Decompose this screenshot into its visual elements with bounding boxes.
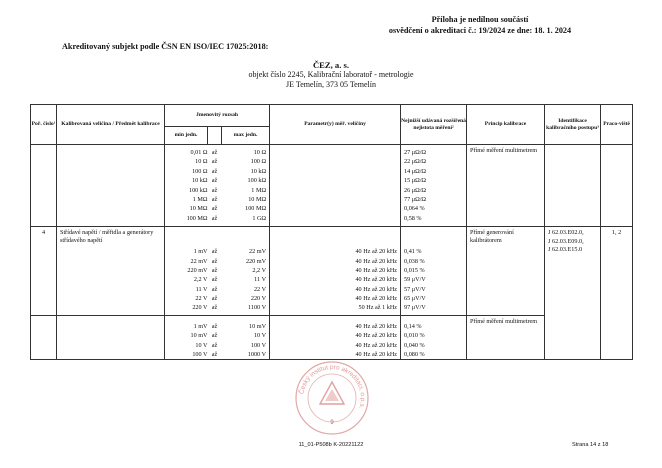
annex-header-line1: Příloha je nedílnou součástí [431,15,529,24]
b3-cmc [401,315,467,360]
b1-max-line: 10 kΩ [250,167,267,175]
b3-cmc-line: 0,040 % [404,341,425,349]
b2-params-line: 40 Hz až 20 kHz [355,266,398,274]
b1-az-line: až [211,167,218,175]
b2-params-line: 40 Hz až 20 kHz [355,276,398,284]
b2-max-line: 22 mV [249,248,267,256]
b2-cmc-line: 57 μV/V [404,285,426,293]
th-site: Praco-viště [601,105,633,145]
b1-cmc-line: 22 μΩ/Ω [404,158,427,166]
b2-az-line: až [211,266,218,274]
b1-az-line: až [211,149,218,156]
b3-az-line: až [211,351,218,359]
page-number: Strana 14 z 18 [572,442,609,448]
b3-min [165,315,208,360]
b3-cmc-line: 0,080 % [404,351,425,359]
b2-max-line: 11 V [254,276,267,284]
b1-min-line: 100 MΩ [186,214,208,222]
subject-address-line1: objekt číslo 2245, Kalibrační laboratoř - metrologie [248,70,414,79]
th-no: Poř. číslo¹ [31,105,57,145]
b3-max-line: 10 V [253,332,267,340]
b2-min-line: 220 V [192,304,208,312]
b1-az-line: až [211,195,218,203]
b3-az-line: až [211,341,218,349]
b1-az-line: až [211,214,218,222]
b3-max-line: 10 mV [249,322,267,330]
b2-params-line: 40 Hz až 20 kHz [355,248,398,256]
b2-az-line: až [211,304,218,312]
b3-principle: Přímé měření multimetrem [467,315,545,360]
th-max-label: max [233,132,244,138]
b2-az-line: až [211,285,218,293]
b2-ident-0: J 62.03.E02.0, [548,229,584,237]
annex-header [330,14,630,36]
b2-cmc [401,227,467,316]
th-range: Jmenovitý rozsah [165,105,270,127]
b3-min-line: 1 mV [193,322,208,330]
b2-params-line: 40 Hz až 20 kHz [355,285,398,293]
b3-params-line: 40 Hz až 20 kHz [355,351,398,359]
b1-max-line: 1 MΩ [251,186,267,194]
b1-az-line: až [211,186,218,194]
b2-max-line: 1100 V [247,304,267,312]
b2-min-line: 22 mV [190,257,208,265]
b2-cmc-line: 97 μV/V [404,304,426,312]
b2-no: 4 [31,227,57,316]
b1-max-line: 100 kΩ [247,177,267,185]
b2-min-line: 220 mV [187,266,208,274]
b2-min [165,227,208,316]
b2-principle: Přímé generování kalibrátorem [467,227,545,316]
b2-az-line: až [211,257,218,265]
b3-max [222,315,270,360]
b3-cmc-line: 0,010 % [404,332,425,340]
b2-ident-2: J 62.03.E15.0 [548,246,583,254]
b2-min-line: 22 V [195,295,208,303]
th-min-label: min [174,132,184,138]
b1-az-line: až [211,158,218,166]
b2-ident-1: J 62.03.E09.0, [548,237,584,245]
b1-min-line: 100 Ω [192,167,208,175]
b1-cmc-line: 0,064 % [404,205,425,213]
b1-az [208,145,222,227]
th-params: Parametr(y) měř. veličiny [270,105,401,145]
document-code: 11_01-P508b K-20221122 [298,442,364,448]
b1-min-line: 1 MΩ [192,195,208,203]
table-header-row [31,105,633,127]
b1-cmc-line: 26 μΩ/Ω [404,186,427,194]
b2-min-line: 2,2 V [193,276,208,284]
b1-min-line: 10 kΩ [192,177,208,185]
b1-max-line: 100 Ω [250,158,267,166]
th-ident: Identifikace kalibračního postupu³ [545,105,601,145]
b2-cmc-line: 0,015 % [404,266,425,274]
annex-header-line2: osvědčení o akreditaci č.: 19/2024 ze dne: 18. 1. 2024 [388,26,572,35]
b1-az-line: až [211,177,218,185]
b2-min-line: 11 V [195,285,208,293]
table-row-block2 [31,227,633,316]
th-min-unit: jedn. [185,132,198,138]
b1-cmc-line: 15 μΩ/Ω [404,177,427,185]
b1-min [165,145,208,227]
b2-az-line: až [211,248,218,256]
seal-text: Český institut pro akreditaci, o.p.s. [298,363,367,410]
b1-max [222,145,270,227]
b2-params-line: 50 Hz až 1 kHz [358,304,398,312]
b3-az-line: až [211,322,218,330]
b3-az-line: až [211,332,218,340]
b3-params-line: 40 Hz až 20 kHz [355,322,398,330]
b1-cmc-line: 0,58 % [404,214,422,222]
table-row-block1 [31,145,633,227]
th-min [165,127,208,145]
b1-cmc-line: 14 μΩ/Ω [404,167,427,175]
b2-max-line: 220 V [250,295,267,303]
b3-params [270,315,401,360]
th-quantity: Kalibrovaná veličina / Předmět kalibrace [57,105,165,145]
b2-params-line: 40 Hz až 20 kHz [355,295,398,303]
subject-block [0,60,662,90]
b2-cmc-line: 65 μV/V [404,295,426,303]
b1-min-line: 10 Ω [195,158,208,166]
b2-az [208,227,222,316]
b3-params-line: 40 Hz až 20 kHz [355,341,398,349]
b1-az-line: až [211,205,218,213]
b3-az [208,315,222,360]
b3-params-line: 40 Hz až 20 kHz [355,332,398,340]
b2-max [222,227,270,316]
b1-max-line: 10 Ω [253,149,267,156]
b3-min-line: 100 V [192,351,208,359]
subject-name: ČEZ, a. s. [312,60,350,70]
b2-quantity: Střídavé napětí / měřidla a generátory střídavého napětí [57,227,165,316]
b3-min-line: 10 mV [190,332,208,340]
b1-max-line: 1 GΩ [252,214,267,222]
b1-min-line: 100 kΩ [188,186,208,194]
accreditation-seal [292,358,372,438]
th-max-unit: jedn. [245,132,258,138]
th-cmc: Nejnižší udávaná rozšířená nejistota měření² [401,105,467,145]
b1-max-line: 10 MΩ [248,195,267,203]
b3-max-line: 1000 V [247,351,267,359]
th-max [222,127,270,145]
accredited-subject-label: Akreditovaný subjekt podle ČSN EN ISO/IEC 17025:2018: [62,42,269,51]
b1-min-line: 0,01 Ω [190,149,208,156]
b2-az-line: až [211,295,218,303]
b2-ident [545,227,601,360]
b1-cmc [401,145,467,227]
table-row-block3 [31,315,633,360]
b2-min-line: 1 mV [193,248,208,256]
b2-cmc-line: 0,038 % [404,257,425,265]
b2-max-line: 220 mV [245,257,267,265]
b3-min-line: 10 V [195,341,208,349]
b2-site: 1, 2 [601,227,633,360]
b1-cmc-line: 27 μΩ/Ω [404,149,427,156]
subject-address-line2: JE Temelín, 373 05 Temelín [286,80,376,89]
b1-cmc-line: 77 μΩ/Ω [404,195,427,203]
b1-principle: Přímé měření multimetrem [467,145,545,227]
b2-az-line: až [211,276,218,284]
b2-max-line: 22 V [253,285,267,293]
b1-min-line: 10 MΩ [189,205,208,213]
b3-cmc-line: 0,14 % [404,322,422,330]
calibration-table [30,104,633,360]
b2-params-line: 40 Hz až 20 kHz [355,257,398,265]
b1-max-line: 100 MΩ [245,205,267,213]
b2-cmc-line: 59 μV/V [404,276,426,284]
b2-max-line: 2,2 V [252,266,267,274]
b3-max-line: 100 V [250,341,267,349]
seal-number: 9 [330,420,334,426]
b2-params [270,227,401,316]
b2-cmc-line: 0,41 % [404,248,422,256]
th-principle: Princip kalibrace [467,105,545,145]
